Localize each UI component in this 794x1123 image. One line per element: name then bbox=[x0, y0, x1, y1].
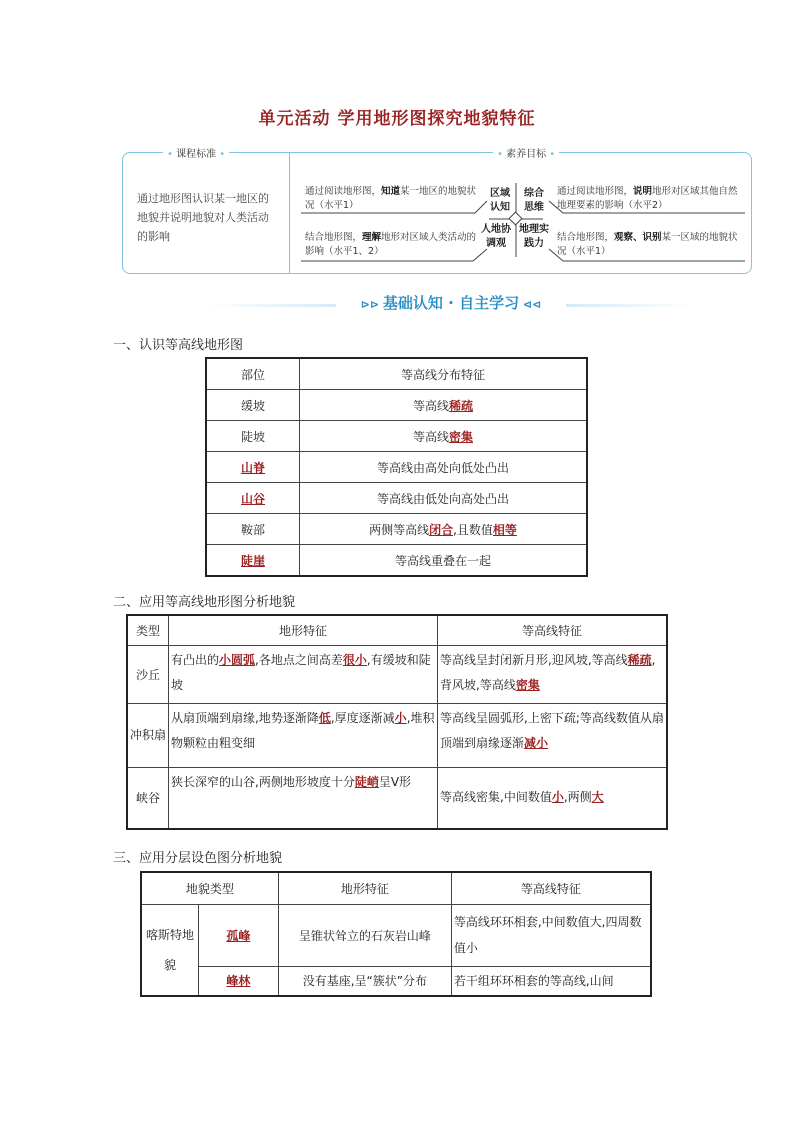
table-header: 地形特征 bbox=[169, 615, 438, 645]
table-header: 等高线特征 bbox=[438, 615, 668, 645]
section-3-heading: 三、应用分层设色图分析地貌 bbox=[113, 851, 283, 866]
landform-analysis-table bbox=[126, 614, 668, 830]
contour-parts-table bbox=[205, 357, 588, 577]
table-header: 类型 bbox=[127, 615, 169, 645]
literacy-goal-header: • 素养目标 • bbox=[493, 145, 559, 160]
standards-box bbox=[122, 149, 752, 274]
table-header: 等高线分布特征 bbox=[300, 358, 588, 390]
layered-color-table bbox=[140, 871, 652, 997]
section-banner: ⊳⊳ 基础认知 · 自主学习 ⊲⊲ bbox=[206, 296, 696, 314]
table-row: 冲积扇 从扇顶端到扇缘,地势逐渐降低,厚度逐渐减小,堆积物颗粒由粗变细 等高线呈圆弧形,上密下疏;等高线数值从扇顶端到扇缘逐渐减小 bbox=[127, 703, 667, 767]
goal-bottom-left: 结合地形图，理解地形对区域人类活动的影响（水平1、2） bbox=[305, 232, 477, 257]
table-row: 鞍部 两侧等高线闭合,且数值相等 bbox=[206, 514, 587, 545]
course-standard-text: 通过地形图认识某一地区的地貌并说明地貌对人类活动的影响 bbox=[137, 192, 269, 243]
table-row: 山谷 等高线由低处向高处凸出 bbox=[206, 483, 587, 514]
table-header: 地形特征 bbox=[278, 872, 451, 904]
table-row: 缓坡 等高线稀疏 bbox=[206, 390, 587, 421]
section-2-heading: 二、应用等高线地形图分析地貌 bbox=[113, 595, 296, 610]
table-header: 部位 bbox=[206, 358, 300, 390]
table-row: 峰林 没有基座,呈“簇状”分布 若干组环环相套的等高线,山间 bbox=[141, 966, 651, 996]
table-header: 地貌类型 bbox=[141, 872, 278, 904]
table-row: 陡坡 等高线密集 bbox=[206, 421, 587, 452]
table-row: 山脊 等高线由高处向低处凸出 bbox=[206, 452, 587, 483]
table-row: 峡谷 狭长深窄的山谷,两侧地形坡度十分陡峭呈V形 等高线密集,中间数值小,两侧大 bbox=[127, 767, 667, 829]
table-row: 喀斯特地貌 孤峰 呈锥状耸立的石灰岩山峰 等高线环环相套,中间数值大,四周数值小 bbox=[141, 904, 651, 966]
literacy-practice: 地理实践力 bbox=[519, 224, 549, 249]
literacy-integrated-thinking: 综合思维 bbox=[524, 188, 544, 213]
course-standard-header: • 课程标准 • bbox=[163, 145, 229, 160]
table-header: 等高线特征 bbox=[451, 872, 651, 904]
goal-top-right: 通过阅读地形图，说明地形对区域其他自然地理要素的影响（水平2） bbox=[557, 186, 738, 211]
section-1-heading: 一、认识等高线地形图 bbox=[113, 338, 244, 353]
goal-bottom-right: 结合地形图，观察、识别某一区域的地貌状况（水平1） bbox=[557, 232, 738, 257]
literacy-regional-cognition: 区域认知 bbox=[490, 188, 510, 213]
table-row: 沙丘 有凸出的小圆弧,各地点之间高差很小,有缓坡和陡坡 等高线呈封闭新月形,迎风坡,等高线稀疏,背风坡,等高线密集 bbox=[127, 645, 667, 703]
literacy-human-earth: 人地协调观 bbox=[481, 224, 511, 249]
page-title: 单元活动 学用地形图探究地貌特征 bbox=[258, 109, 536, 129]
table-row: 陡崖 等高线重叠在一起 bbox=[206, 545, 587, 577]
goal-top-left: 通过阅读地形图，知道某一地区的地貌状况（水平1） bbox=[305, 186, 477, 211]
